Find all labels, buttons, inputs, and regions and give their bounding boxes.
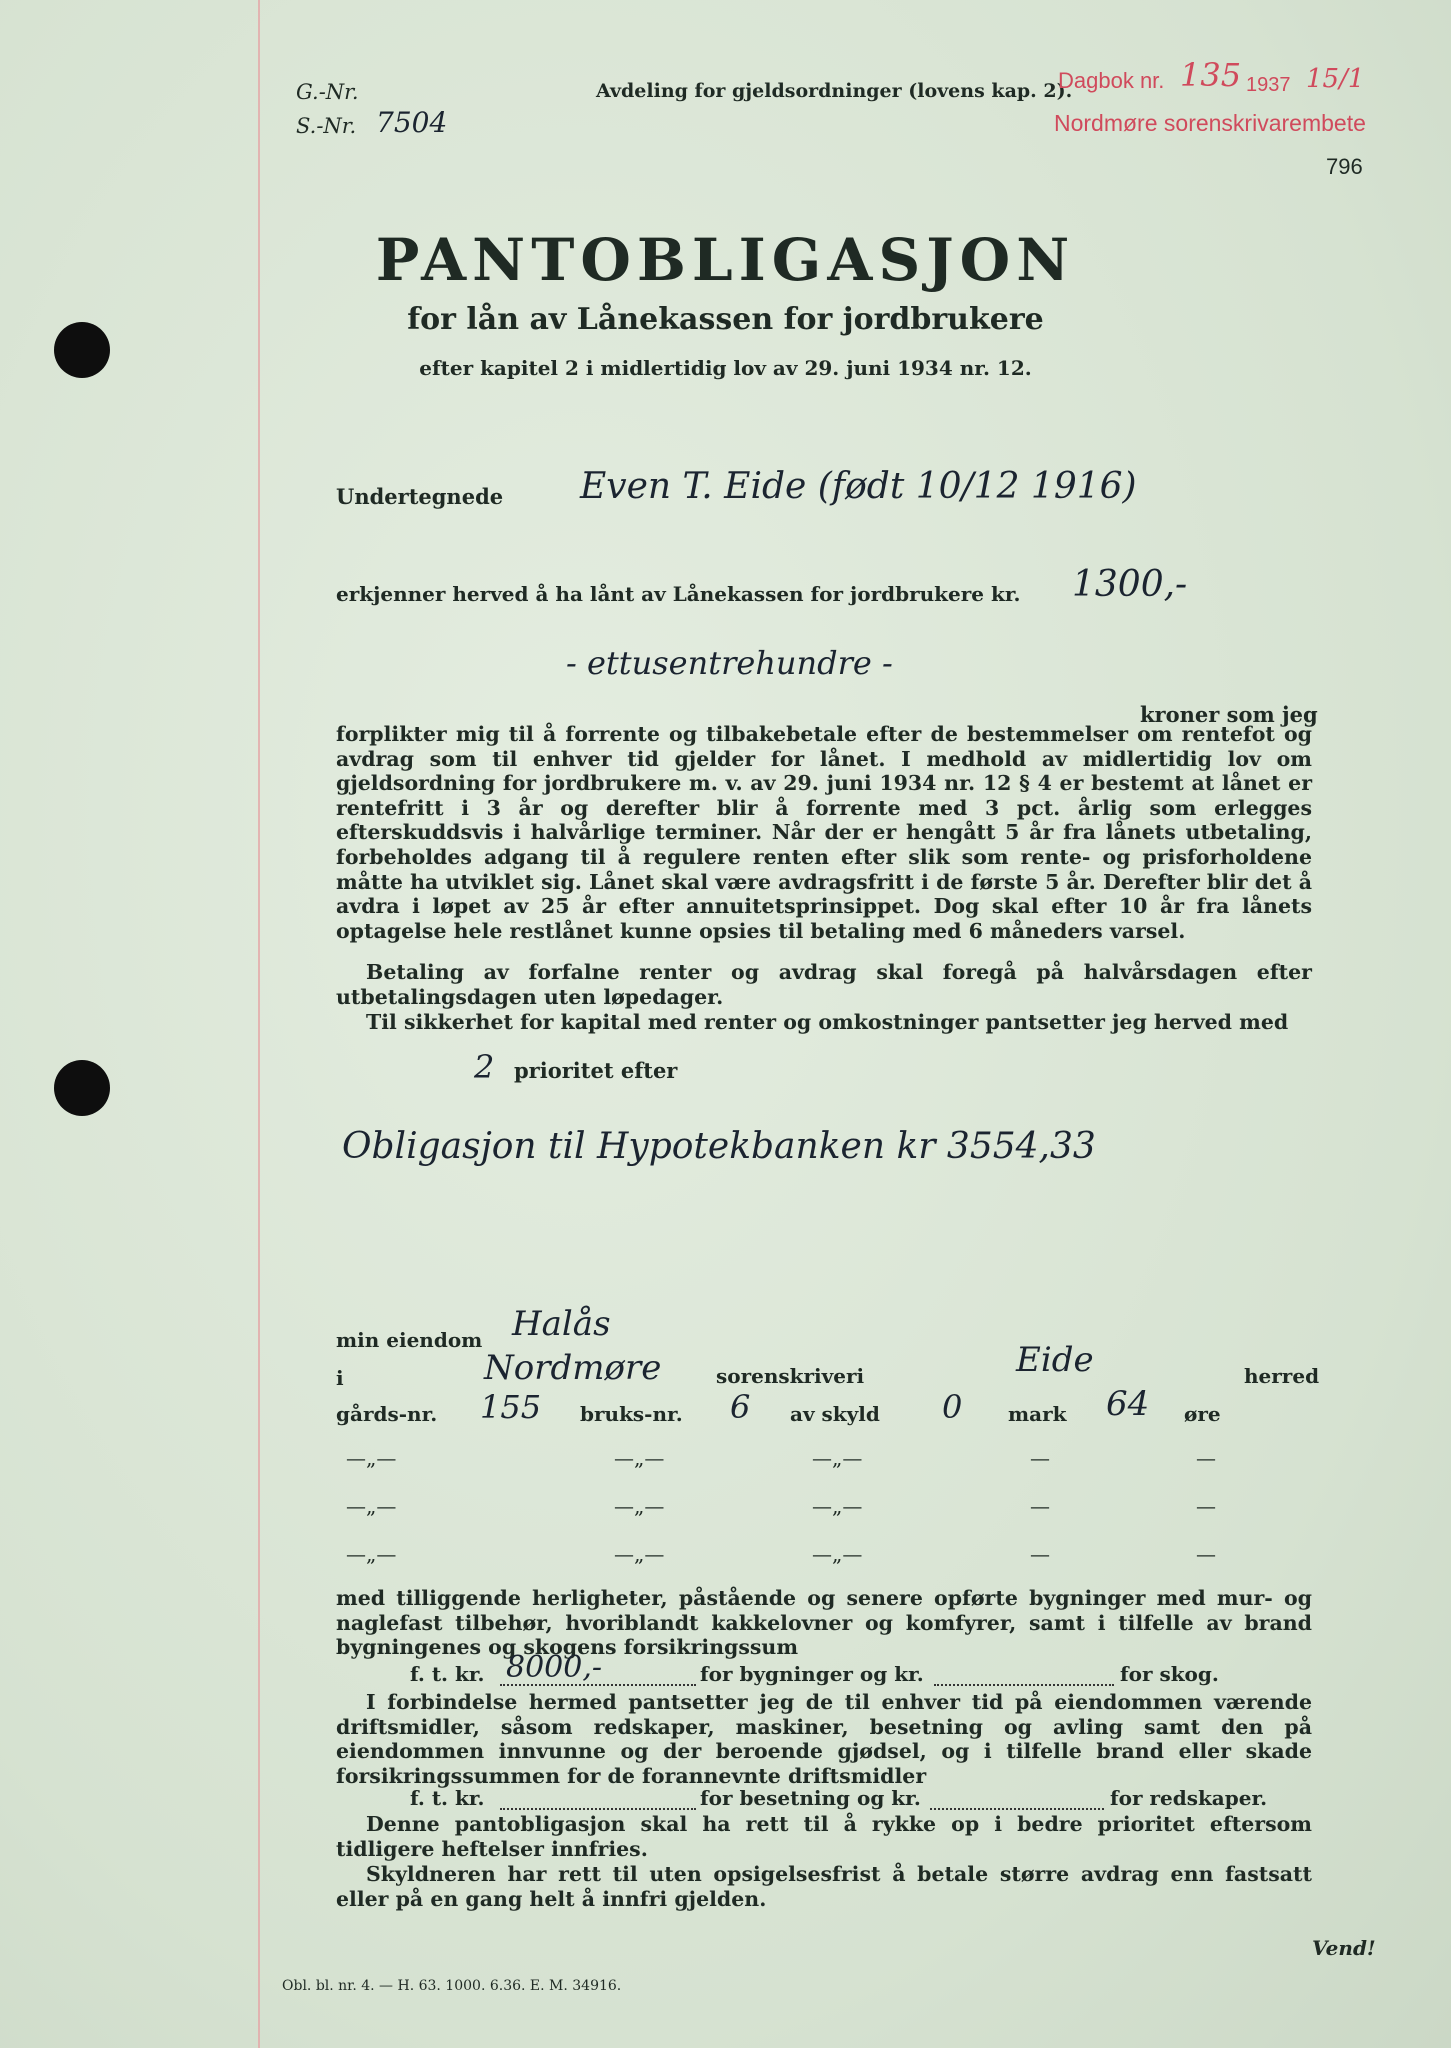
ditto-cell: —„— <box>812 1494 863 1518</box>
ore-label: øre <box>1184 1402 1221 1426</box>
skyld-value: 0 <box>942 1388 963 1426</box>
binder-hole-bottom <box>54 1060 110 1116</box>
loan-text: erkjenner herved å ha lånt av Lånekassen for jordbrukere kr. <box>336 582 1021 606</box>
eiendom-value: Halås <box>512 1304 611 1344</box>
prior-lien: Obligasjon til Hypotekbanken kr 3554,33 <box>342 1126 1096 1167</box>
buildings-label: for bygninger og kr. <box>700 1662 924 1686</box>
document-title: PANTOBLIGASJON <box>375 226 1076 294</box>
eiendom-label: min eiendom <box>336 1328 483 1352</box>
priority-label: prioritet efter <box>514 1058 678 1083</box>
ditto-cell: —„— <box>812 1446 863 1470</box>
livestock-dotline <box>500 1808 696 1810</box>
signer-label: Undertegnede <box>336 484 504 509</box>
ditto-cell: — <box>1030 1542 1050 1566</box>
page-number: 796 <box>1326 154 1363 179</box>
mark-value: 64 <box>1106 1384 1150 1424</box>
ditto-cell: —„— <box>346 1494 397 1518</box>
form-reference: Obl. bl. nr. 4. — H. 63. 1000. 6.36. E. M. 34916. <box>282 1978 622 1994</box>
payment-paragraph: Betaling av forfalne renter og avdrag skal foregå på halvårsdagen efter utbetalingsdagen uten løpedager. <box>336 960 1312 1009</box>
herred-label: herred <box>1244 1364 1320 1388</box>
priority-clause-paragraph: Denne pantobligasjon skal ha rett til å rykke op i bedre prioritet eftersom tidligere heftelser innfries. <box>336 1812 1312 1861</box>
stamp-dagbok-label: Dagbok nr. <box>1058 68 1165 93</box>
document-subtitle: for lån av Lånekassen for jordbrukere <box>407 302 1044 337</box>
gards-label: gårds-nr. <box>336 1402 438 1426</box>
stamp-year: 1937 <box>1246 74 1291 96</box>
ditto-cell: —„— <box>346 1446 397 1470</box>
turn-page-note: Vend! <box>1312 1936 1376 1960</box>
tools-label: for redskaper. <box>1110 1786 1268 1810</box>
kroner-label: kroner som jeg <box>1140 702 1318 727</box>
ditto-cell: —„— <box>614 1542 665 1566</box>
forest-dotline <box>934 1684 1114 1686</box>
signer-name: Even T. Eide (født 10/12 1916) <box>580 466 1137 507</box>
security-paragraph: Til sikkerhet for kapital med renter og omkostninger pantsetter jeg herved med <box>366 1010 1289 1034</box>
priority-value: 2 <box>474 1048 495 1086</box>
i-label: i <box>336 1366 344 1390</box>
department-heading: Avdeling for gjeldsordninger (lovens kap. 2). <box>596 80 1073 102</box>
skyld-label: av skyld <box>790 1402 880 1426</box>
s-nr-label: S.-Nr. <box>296 114 357 138</box>
tools-dotline <box>930 1808 1104 1810</box>
forest-label: for skog. <box>1120 1662 1219 1686</box>
ditto-cell: —„— <box>346 1542 397 1566</box>
ditto-cell: — <box>1196 1446 1216 1470</box>
repayment-clause-paragraph: Skyldneren har rett til uten opsigelsesfrist å betale større avdrag enn fastsatt eller på en gang helt å innfri gjelden. <box>336 1862 1312 1911</box>
loan-amount-words: - ettusentrehundre - <box>566 644 893 682</box>
s-nr-value: 7504 <box>376 106 448 139</box>
herred-value: Eide <box>1016 1340 1094 1380</box>
bruks-value: 6 <box>730 1388 751 1426</box>
ditto-cell: —„— <box>614 1446 665 1470</box>
insurance2-ft-label: f. t. kr. <box>410 1786 485 1810</box>
ditto-cell: —„— <box>812 1542 863 1566</box>
document-law-reference: efter kapitel 2 i midlertidig lov av 29. juni 1934 nr. 12. <box>419 356 1032 380</box>
insurance-ft-label: f. t. kr. <box>410 1662 485 1686</box>
ditto-cell: — <box>1030 1494 1050 1518</box>
g-nr-label: G.-Nr. <box>296 80 359 104</box>
ditto-cell: — <box>1196 1494 1216 1518</box>
gards-value: 155 <box>480 1388 542 1426</box>
bruks-label: bruks-nr. <box>580 1402 683 1426</box>
ditto-cell: — <box>1196 1542 1216 1566</box>
appurtenances-paragraph: med tilliggende herligheter, påstående og senere opførte bygninger med mur- og naglefast tilbehør, hvoriblandt kakkelovner og komfyrer, samt i tilfelle av brand bygningenes og skogens forsikringssum <box>336 1586 1312 1660</box>
equipment-paragraph: I forbindelse hermed pantsetter jeg de til enhver tid på eiendommen værende driftsmidler, såsom redskaper, maskiner, besetning og avling samt den på eiendommen innvunne og der beroende gjødsel, og i tilfelle brand eller skade forsikringssummen for de forannevnte driftsmidler <box>336 1690 1312 1788</box>
district-value: Nordmøre <box>484 1348 662 1388</box>
stamp-date: 15/1 <box>1306 64 1365 94</box>
sorenskriveri-label: sorenskriveri <box>716 1364 865 1388</box>
ditto-cell: —„— <box>614 1494 665 1518</box>
mark-label: mark <box>1008 1402 1067 1426</box>
stamp-number: 135 <box>1180 56 1242 94</box>
ditto-cell: — <box>1030 1446 1050 1470</box>
livestock-label: for besetning og kr. <box>700 1786 921 1810</box>
loan-amount: 1300,- <box>1072 564 1188 605</box>
terms-paragraph: forplikter mig til å forrente og tilbakebetale efter de bestemmelser om rentefot og avdrag som til enhver tid gjelder for lånet. I medhold av midlertidig lov om gjeldsordning for jordbrukere m. v. av 29. juni 1934 nr. 12 § 4 er bestemt at lånet er rentefritt i 3 år og derefter blir å forrente med 3 pct. årlig som erlegges efterskuddsvis i halvårlige terminer. Når der er hengått 5 år fra lånets utbetaling, forbeholdes adgang til å regulere renten efter slik som rente- og prisforholdene måtte ha utviklet sig. Lånet skal være avdragsfritt i de første 5 år. Derefter blir det å avdra i løpet av 25 år efter annuitetsprinsippet. Dog skal efter 10 år fra lånets optagelse hele restlånet kunne opsies til betaling med 6 måneders varsel. <box>336 722 1312 943</box>
stamp-office: Nordmøre sorenskrivarembete <box>1054 110 1366 136</box>
buildings-insurance-value: 8000,- <box>506 1650 603 1685</box>
